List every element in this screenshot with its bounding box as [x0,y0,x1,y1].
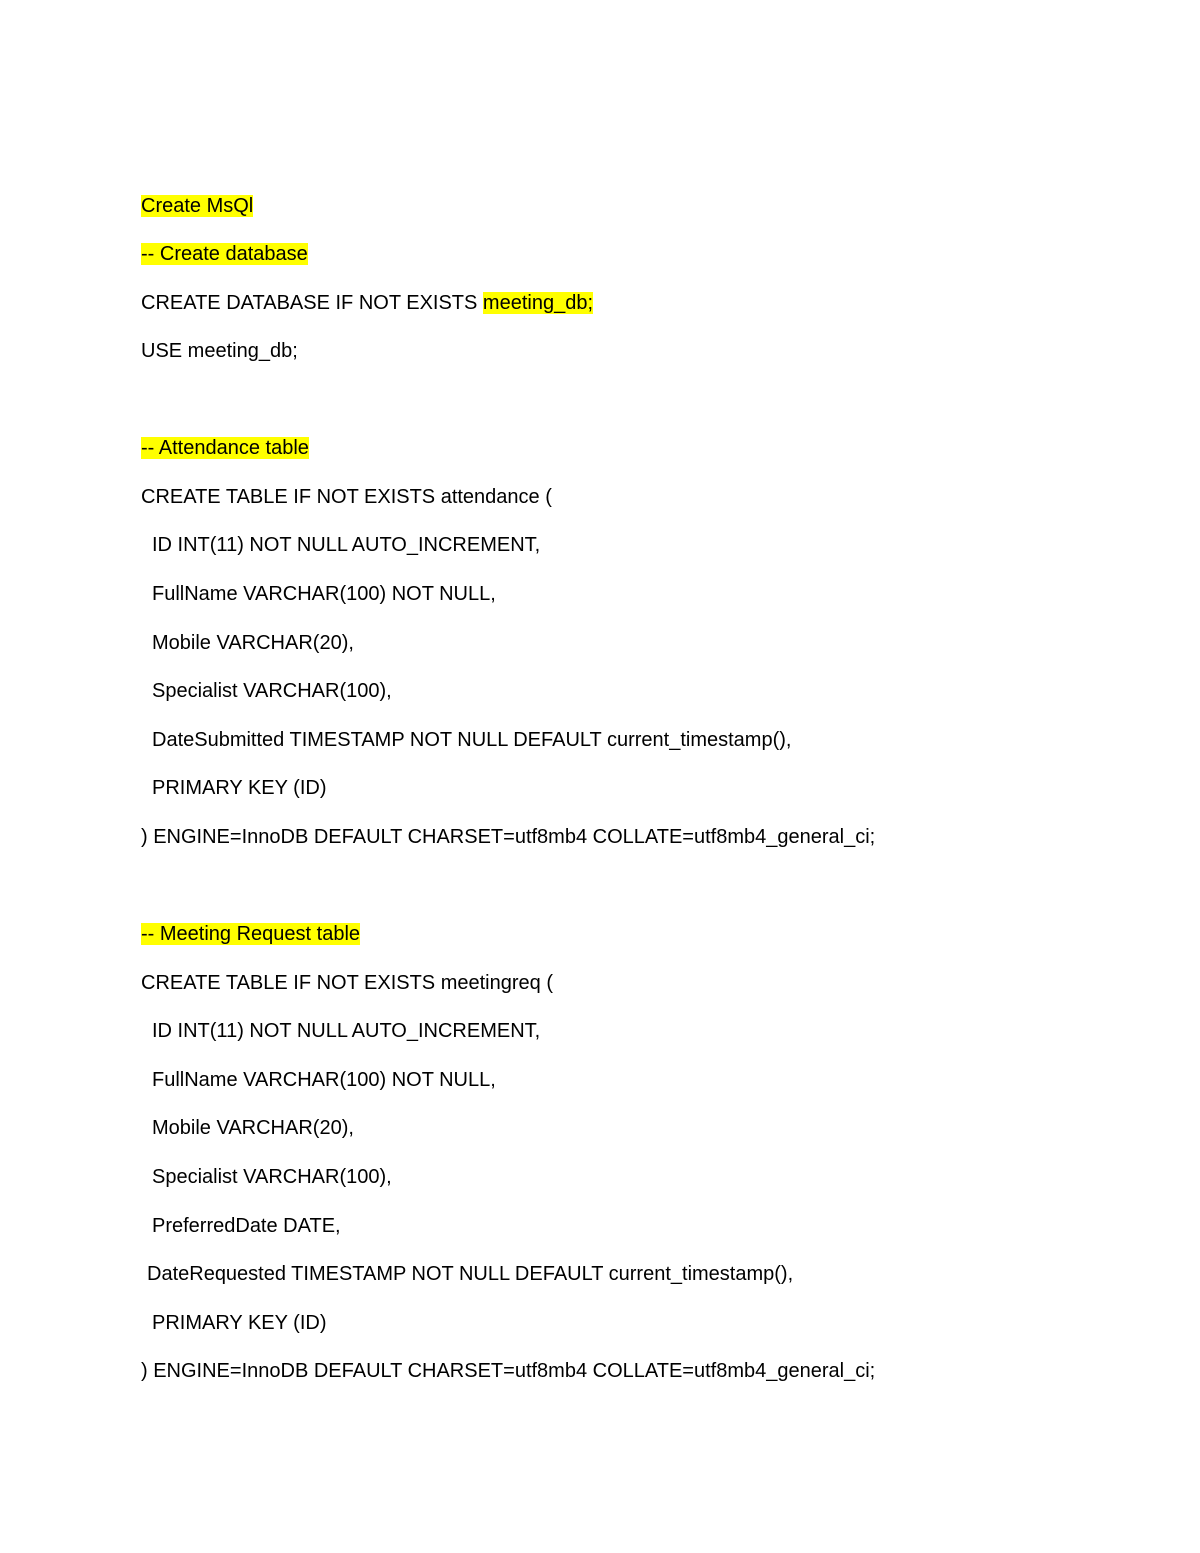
attendance-primary-key: PRIMARY KEY (ID) [152,777,327,799]
meetingreq-engine-line: ) ENGINE=InnoDB DEFAULT CHARSET=utf8mb4 COLLATE=utf8mb4_general_ci; [141,1360,876,1382]
meetingreq-column-fullname: FullName VARCHAR(100) NOT NULL, [152,1069,496,1091]
use-database-line: USE meeting_db; [141,340,298,362]
title-highlight: Create MsQl [141,195,254,217]
document-title [141,193,253,219]
meetingreq-column-preferreddate: PreferredDate DATE, [152,1215,341,1237]
comment-attendance-table [141,435,309,461]
attendance-column-mobile: Mobile VARCHAR(20), [152,632,354,654]
attendance-column-datesubmitted: DateSubmitted TIMESTAMP NOT NULL DEFAULT current_timestamp(), [152,729,792,751]
meetingreq-primary-key: PRIMARY KEY (ID) [152,1312,327,1334]
comment-meeting-request-table [141,921,360,947]
create-database-statement: CREATE DATABASE IF NOT EXISTS [141,292,483,314]
meetingreq-column-daterequested: DateRequested TIMESTAMP NOT NULL DEFAULT current_timestamp(), [147,1263,794,1285]
database-name-highlight: meeting_db; [482,292,593,314]
attendance-column-id: ID INT(11) NOT NULL AUTO_INCREMENT, [152,534,541,556]
attendance-column-fullname: FullName VARCHAR(100) NOT NULL, [152,583,496,605]
meetingreq-column-id: ID INT(11) NOT NULL AUTO_INCREMENT, [152,1020,541,1042]
meetingreq-column-mobile: Mobile VARCHAR(20), [152,1117,354,1139]
comment-highlight: -- Meeting Request table [141,923,361,945]
meetingreq-column-specialist: Specialist VARCHAR(100), [152,1166,392,1188]
comment-highlight: -- Attendance table [141,437,309,459]
meetingreq-create-line: CREATE TABLE IF NOT EXISTS meetingreq ( [141,972,553,994]
comment-highlight: -- Create database [141,243,308,265]
comment-create-database [141,241,308,267]
attendance-column-specialist: Specialist VARCHAR(100), [152,680,392,702]
attendance-engine-line: ) ENGINE=InnoDB DEFAULT CHARSET=utf8mb4 COLLATE=utf8mb4_general_ci; [141,826,876,848]
create-database-line [141,290,593,316]
attendance-create-line: CREATE TABLE IF NOT EXISTS attendance ( [141,486,552,508]
